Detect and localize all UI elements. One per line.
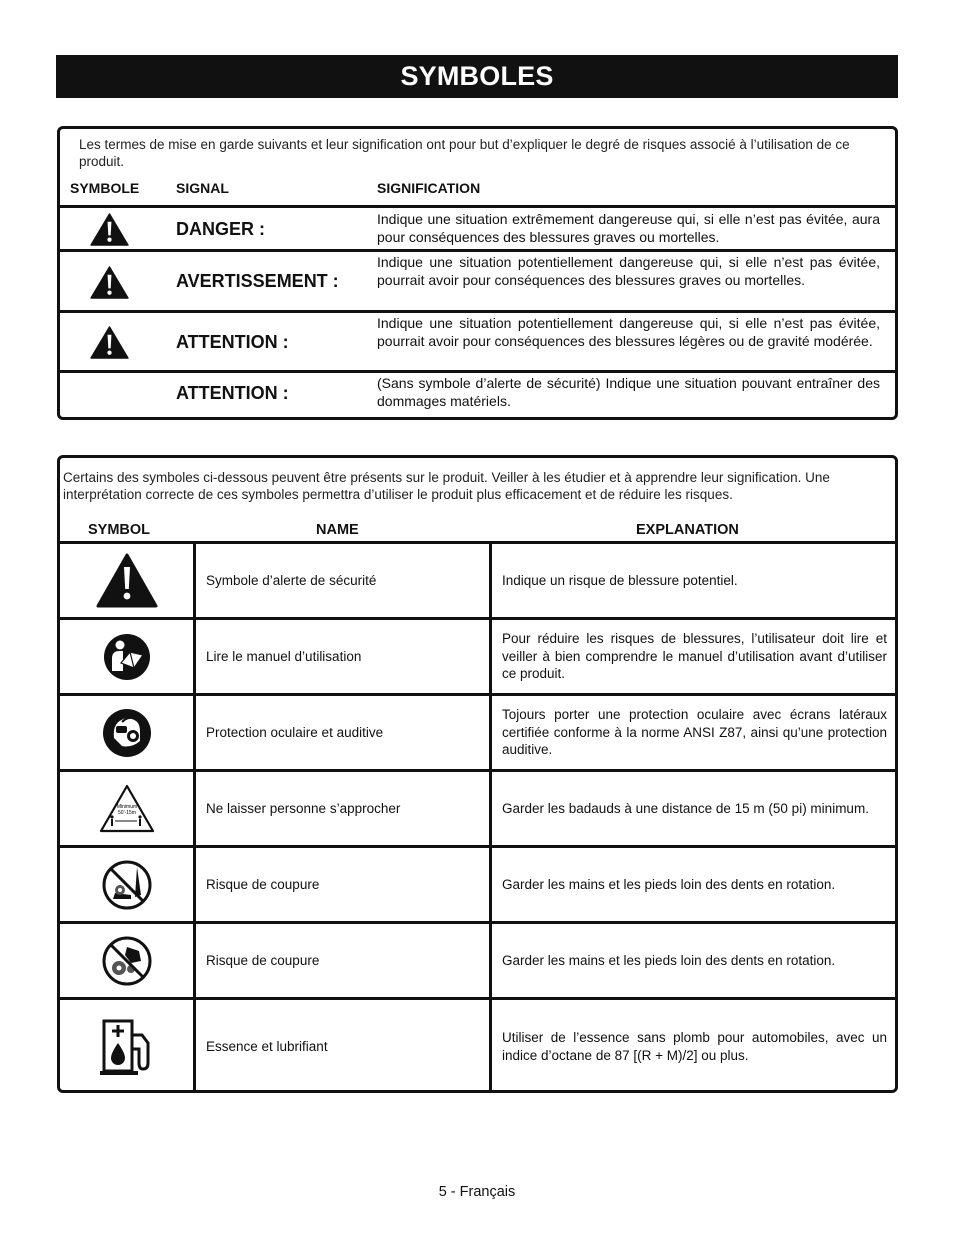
page-title: SYMBOLES (56, 55, 898, 98)
keep-bystanders-away-icon (99, 784, 155, 834)
symbol-row (60, 541, 895, 617)
page-footer: 5 - Français (438, 1184, 516, 1200)
header-symbol: SYMBOL (88, 522, 151, 538)
signal-row-danger (60, 205, 895, 249)
symbol-cell (60, 696, 196, 769)
symbol-cell (60, 848, 196, 921)
header-signal: SIGNAL (176, 180, 229, 196)
symbol-row (60, 693, 895, 769)
symbol-cell (60, 620, 196, 693)
symbol-explanation: Tojours porter une protection oculaire avec écrans latéraux certifiée conforme à la norme ANSI Z87, ainsi qu’une protection auditive. (502, 707, 887, 758)
symbol-name: Protection oculaire et auditive (196, 696, 492, 769)
symbol-explanation: Pour réduire les risques de blessures, l’utilisateur doit lire et veiller à bien comprendre le manuel d’utilisation avant d’utiliser ce produit. (502, 631, 887, 682)
symbol-explanation: Garder les mains et les pieds loin des dents en rotation. (502, 876, 836, 892)
symbols-table-header (60, 518, 895, 541)
signal-meaning: Indique une situation potentiellement dangereuse qui, si elle n’est pas évitée, pourrait avoir pour conséquences des blessures légères ou de gravité modérée. (377, 315, 880, 349)
symbol-name: Risque de coupure (196, 848, 492, 921)
symbol-name: Essence et lubrifiant (196, 1000, 492, 1093)
symbol-row (60, 921, 895, 997)
symbol-row (60, 845, 895, 921)
symbol-cell (60, 544, 196, 617)
cutting-hazard-hand-icon (101, 935, 153, 987)
signal-meaning: Indique une situation extrêmement dangereuse qui, si elle n’est pas évitée, aura pour conséquences des blessures graves ou mortelles. (377, 211, 880, 245)
header-meaning: SIGNIFICATION (377, 180, 481, 196)
symbol-row (60, 997, 895, 1093)
signal-row-caution (60, 310, 895, 370)
symbols-intro: Certains des symboles ci-dessous peuvent être présents sur le produit. Veiller à les étudier et à apprendre leur signification. Une interprétation correcte de ces symboles permettra d’utiliser le produit plus efficacement et de réduire les risques. (63, 470, 830, 502)
signal-label: AVERTISSEMENT : (176, 271, 339, 291)
eye-ear-protection-icon (102, 708, 152, 758)
signal-meaning: (Sans symbole d’alerte de sécurité) Indique une situation pouvant entraîner des dommages matériels. (377, 375, 880, 409)
signal-meaning: Indique une situation potentiellement dangereuse qui, si elle n’est pas évitée, pourrait avoir pour conséquences des blessures graves ou mortelles. (377, 254, 880, 288)
symbol-cell (60, 772, 196, 845)
header-explanation: EXPLANATION (636, 522, 739, 538)
sign-text-distance: 50'-15m (117, 809, 136, 816)
warning-triangle-icon (90, 213, 129, 246)
symbol-cell (60, 1000, 196, 1093)
read-manual-icon (103, 633, 151, 681)
symbol-name: Risque de coupure (196, 924, 492, 997)
symbol-row (60, 769, 895, 845)
header-symbol: SYMBOLE (70, 180, 140, 196)
symbol-explanation: Garder les mains et les pieds loin des dents en rotation. (502, 952, 836, 968)
signal-intro: Les termes de mise en garde suivants et leur signification ont pour but d’expliquer le degré de risques associé à l’utilisation de ce produit. (79, 137, 850, 169)
safety-alert-icon (96, 553, 158, 608)
warning-triangle-icon (90, 326, 129, 359)
symbol-cell (60, 924, 196, 997)
symbol-explanation: Indique un risque de blessure potentiel. (502, 572, 738, 588)
symbol-name: Lire le manuel d’utilisation (196, 620, 492, 693)
symbol-name: Symbole d’alerte de sécurité (196, 544, 492, 617)
cutting-hazard-foot-icon (101, 859, 153, 911)
signal-label: ATTENTION : (176, 383, 289, 403)
header-name: NAME (316, 522, 359, 538)
sign-text-minimum: Minimum (116, 803, 137, 810)
warning-triangle-icon (90, 266, 129, 299)
signal-row-warning (60, 249, 895, 310)
symbol-name: Ne laisser personne s’approcher (196, 772, 492, 845)
signal-label: ATTENTION : (176, 332, 289, 352)
fuel-pump-icon (98, 1017, 156, 1077)
symbols-table (57, 455, 898, 1093)
signal-words-table (57, 126, 898, 420)
signal-table-header (60, 171, 895, 205)
symbol-explanation: Utiliser de l’essence sans plomb pour automobiles, avec un indice d’octane de 87 [(R + M)/2] ou plus. (502, 1030, 887, 1063)
symbol-row (60, 617, 895, 693)
signal-row-notice (60, 370, 895, 420)
symbol-explanation: Garder les badauds à une distance de 15 m (50 pi) minimum. (502, 800, 869, 816)
signal-label: DANGER : (176, 219, 265, 239)
